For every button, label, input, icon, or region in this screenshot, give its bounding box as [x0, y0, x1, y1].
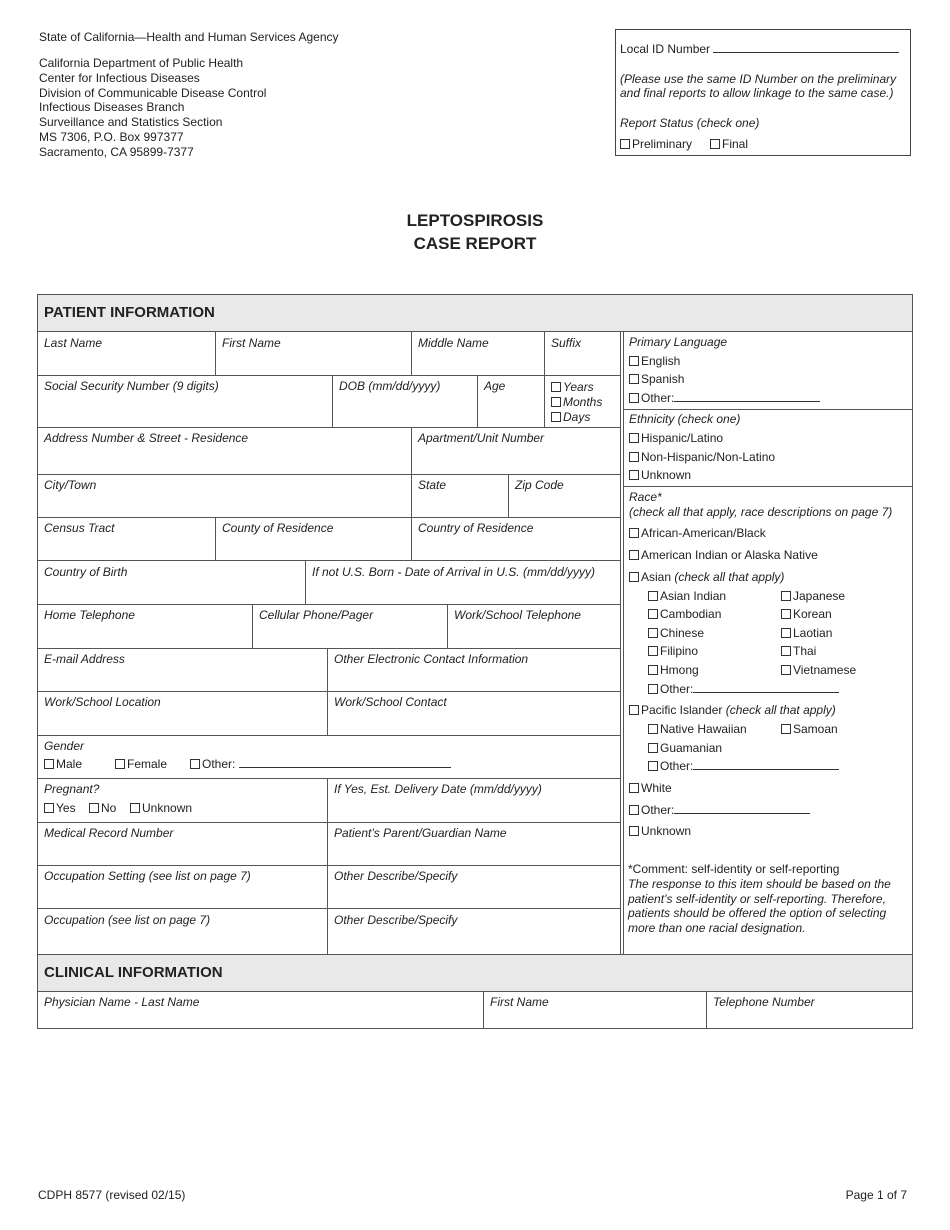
thai-checkbox[interactable]: Thai — [781, 644, 816, 658]
guamanian-checkbox[interactable]: Guamanian — [648, 741, 722, 755]
checkbox-icon — [44, 759, 54, 769]
checkbox-icon — [781, 724, 791, 734]
agency-line: Sacramento, CA 95899-7377 — [39, 144, 194, 159]
checkbox-icon — [710, 139, 720, 149]
local-id-box — [615, 29, 911, 156]
country-birth-field[interactable]: Country of Birth — [44, 565, 128, 579]
checkbox-icon — [629, 393, 639, 403]
checkbox-icon — [629, 528, 639, 538]
pregnant-unknown-checkbox[interactable]: Unknown — [130, 801, 192, 815]
checkbox-icon — [648, 743, 658, 753]
african-american-checkbox[interactable]: African-American/Black — [629, 526, 766, 540]
gender-label: Gender — [44, 739, 85, 753]
checkbox-icon — [648, 684, 658, 694]
delivery-date-field[interactable]: If Yes, Est. Delivery Date (mm/dd/yyyy) — [334, 782, 542, 796]
agency-line: Surveillance and Statistics Section — [39, 115, 223, 130]
pregnant-yes-checkbox[interactable]: Yes — [44, 801, 76, 815]
laotian-checkbox[interactable]: Laotian — [781, 626, 832, 640]
checkbox-icon — [44, 803, 54, 813]
checkbox-icon — [648, 761, 658, 771]
race-label: Race* — [629, 490, 662, 504]
ethnicity-unknown-checkbox[interactable]: Unknown — [629, 468, 691, 482]
agency-line: MS 7306, P.O. Box 997377 — [39, 130, 184, 144]
days-checkbox[interactable]: Days — [551, 410, 590, 424]
race-comment-line: patient’s self-identity or self-reporting. Therefore, — [628, 891, 886, 906]
filipino-checkbox[interactable]: Filipino — [648, 644, 698, 658]
asian-indian-checkbox[interactable]: Asian Indian — [648, 589, 726, 603]
work-location-field[interactable]: Work/School Location — [44, 695, 161, 709]
occupation-setting-other-field[interactable]: Other Describe/Specify — [334, 869, 458, 883]
checkbox-icon — [629, 783, 639, 793]
spanish-checkbox[interactable]: Spanish — [629, 372, 684, 386]
middle-name-field[interactable]: Middle Name — [418, 336, 489, 350]
pregnant-label: Pregnant? — [44, 782, 100, 796]
checkbox-icon — [648, 628, 658, 638]
gender-other-checkbox[interactable]: Other: — [190, 757, 451, 771]
page-number: Page 1 of 7 — [845, 1188, 907, 1202]
checkbox-icon — [629, 805, 639, 815]
asian-other-input[interactable] — [693, 682, 839, 693]
country-residence-field[interactable]: Country of Residence — [418, 521, 534, 535]
checkbox-icon — [620, 139, 630, 149]
checkbox-icon — [629, 550, 639, 560]
checkbox-icon — [89, 803, 99, 813]
race-other-checkbox[interactable]: Other: — [629, 803, 810, 817]
local-id-label: Local ID Number — [620, 42, 711, 56]
checkbox-icon — [629, 572, 639, 582]
chinese-checkbox[interactable]: Chinese — [648, 626, 704, 640]
female-checkbox[interactable]: Female — [115, 757, 167, 771]
vietnamese-checkbox[interactable]: Vietnamese — [781, 663, 856, 677]
ethnicity-label: Ethnicity (check one) — [629, 412, 741, 426]
white-checkbox[interactable]: White — [629, 781, 672, 795]
id-note-line: (Please use the same ID Number on the preliminary — [620, 72, 897, 86]
checkbox-icon — [781, 591, 791, 601]
primary-language-label: Primary Language — [629, 335, 728, 349]
physician-first-name-field[interactable]: First Name — [490, 995, 549, 1009]
checkbox-icon — [629, 433, 639, 443]
japanese-checkbox[interactable]: Japanese — [781, 589, 845, 603]
american-indian-checkbox[interactable]: American Indian or Alaska Native — [629, 548, 818, 562]
agency-line: California Department of Public Health — [39, 56, 244, 70]
pacific-islander-checkbox[interactable]: Pacific Islander (check all that apply) — [629, 703, 836, 717]
zip-field[interactable]: Zip Code — [515, 478, 564, 492]
address-field[interactable]: Address Number & Street - Residence — [44, 431, 249, 445]
hmong-checkbox[interactable]: Hmong — [648, 663, 699, 677]
last-name-field[interactable]: Last Name — [44, 336, 103, 350]
form-title: LEPTOSPIROSIS — [406, 211, 544, 230]
checkbox-icon — [648, 646, 658, 656]
guardian-name-field[interactable]: Patient’s Parent/Guardian Name — [334, 826, 507, 840]
years-checkbox[interactable]: Years — [551, 380, 594, 394]
final-checkbox[interactable]: Final — [710, 137, 748, 151]
months-checkbox[interactable]: Months — [551, 395, 602, 409]
checkbox-icon — [781, 628, 791, 638]
cambodian-checkbox[interactable]: Cambodian — [648, 607, 721, 621]
race-comment-line: patients should be offered the option of selecting — [628, 906, 887, 921]
occupation-other-field[interactable]: Other Describe/Specify — [334, 913, 458, 927]
english-checkbox[interactable]: English — [629, 354, 680, 368]
checkbox-icon — [130, 803, 140, 813]
home-phone-field[interactable]: Home Telephone — [44, 608, 135, 622]
male-checkbox[interactable]: Male — [44, 757, 82, 771]
suffix-field[interactable]: Suffix — [551, 336, 582, 350]
checkbox-icon — [648, 591, 658, 601]
korean-checkbox[interactable]: Korean — [781, 607, 832, 621]
checkbox-icon — [648, 665, 658, 675]
checkbox-icon — [551, 412, 561, 422]
pacific-other-input[interactable] — [693, 759, 839, 770]
arrival-date-field[interactable]: If not U.S. Born - Date of Arrival in U.S. (mm/dd/yyyy) — [312, 565, 595, 579]
agency-line: Infectious Diseases Branch — [39, 100, 185, 115]
patient-info-header: PATIENT INFORMATION — [38, 295, 912, 331]
asian-other-checkbox[interactable]: Other: — [648, 682, 839, 696]
preliminary-checkbox[interactable]: Preliminary — [620, 137, 692, 151]
email-field[interactable]: E-mail Address — [44, 652, 125, 666]
other-contact-field[interactable]: Other Electronic Contact Information — [334, 652, 529, 666]
gender-other-input[interactable] — [239, 757, 451, 768]
first-name-field[interactable]: First Name — [222, 336, 281, 350]
occupation-field[interactable]: Occupation (see list on page 7) — [44, 913, 211, 927]
checkbox-icon — [781, 665, 791, 675]
samoan-checkbox[interactable]: Samoan — [781, 722, 838, 736]
checkbox-icon — [648, 724, 658, 734]
physician-telephone-field[interactable]: Telephone Number — [713, 995, 815, 1009]
work-phone-field[interactable]: Work/School Telephone — [454, 608, 581, 622]
race-sublabel: (check all that apply, race descriptions on page 7) — [629, 505, 893, 519]
dob-field[interactable]: DOB (mm/dd/yyyy) — [339, 379, 441, 393]
county-field[interactable]: County of Residence — [222, 521, 334, 535]
checkbox-icon — [629, 826, 639, 836]
occupation-setting-field[interactable]: Occupation Setting (see list on page 7) — [44, 869, 251, 883]
checkbox-icon — [551, 397, 561, 407]
checkbox-icon — [629, 374, 639, 384]
checkbox-icon — [115, 759, 125, 769]
checkbox-icon — [629, 705, 639, 715]
state-field[interactable]: State — [418, 478, 447, 492]
medical-record-field[interactable]: Medical Record Number — [44, 826, 174, 840]
work-contact-field[interactable]: Work/School Contact — [334, 695, 447, 709]
agency-line: Division of Communicable Disease Control — [39, 85, 267, 100]
form-subtitle: CASE REPORT — [413, 234, 537, 253]
agency-name: State of California—Health and Human Services Agency — [39, 30, 339, 44]
race-comment-line: more than one racial designation. — [628, 920, 806, 935]
language-other-checkbox[interactable]: Other: — [629, 391, 820, 405]
census-tract-field[interactable]: Census Tract — [44, 521, 115, 535]
agency-line: Center for Infectious Diseases — [39, 70, 200, 85]
ssn-field[interactable]: Social Security Number (9 digits) — [44, 379, 219, 393]
checkbox-icon — [629, 452, 639, 462]
checkbox-icon — [190, 759, 200, 769]
race-other-input[interactable] — [674, 803, 810, 814]
id-note-line: and final reports to allow linkage to the same case.) — [620, 86, 894, 100]
form-id: CDPH 8577 (revised 02/15) — [38, 1188, 186, 1202]
race-unknown-checkbox[interactable]: Unknown — [629, 824, 691, 838]
checkbox-icon — [781, 646, 791, 656]
non-hispanic-checkbox[interactable]: Non-Hispanic/Non-Latino — [629, 450, 775, 464]
report-status-label: Report Status (check one) — [620, 116, 760, 130]
local-id-input[interactable] — [713, 42, 899, 53]
age-field[interactable]: Age — [484, 379, 506, 393]
race-comment-title: *Comment: self-identity or self-reporting — [628, 862, 840, 876]
cell-phone-field[interactable]: Cellular Phone/Pager — [259, 608, 374, 622]
native-hawaiian-checkbox[interactable]: Native Hawaiian — [648, 722, 747, 736]
clinical-info-header: CLINICAL INFORMATION — [38, 955, 912, 991]
race-comment-line: The response to this item should be based on the — [628, 877, 891, 891]
checkbox-icon — [781, 609, 791, 619]
checkbox-icon — [629, 470, 639, 480]
asian-checkbox[interactable]: Asian (check all that apply) — [629, 570, 784, 584]
checkbox-icon — [629, 356, 639, 366]
pregnant-no-checkbox[interactable]: No — [89, 801, 116, 815]
language-other-input[interactable] — [674, 391, 820, 402]
hispanic-checkbox[interactable]: Hispanic/Latino — [629, 431, 723, 445]
checkbox-icon — [648, 609, 658, 619]
apartment-field[interactable]: Apartment/Unit Number — [418, 431, 545, 445]
checkbox-icon — [551, 382, 561, 392]
physician-last-name-field[interactable]: Physician Name - Last Name — [44, 995, 200, 1009]
pacific-other-checkbox[interactable]: Other: — [648, 759, 839, 773]
city-field[interactable]: City/Town — [44, 478, 97, 492]
